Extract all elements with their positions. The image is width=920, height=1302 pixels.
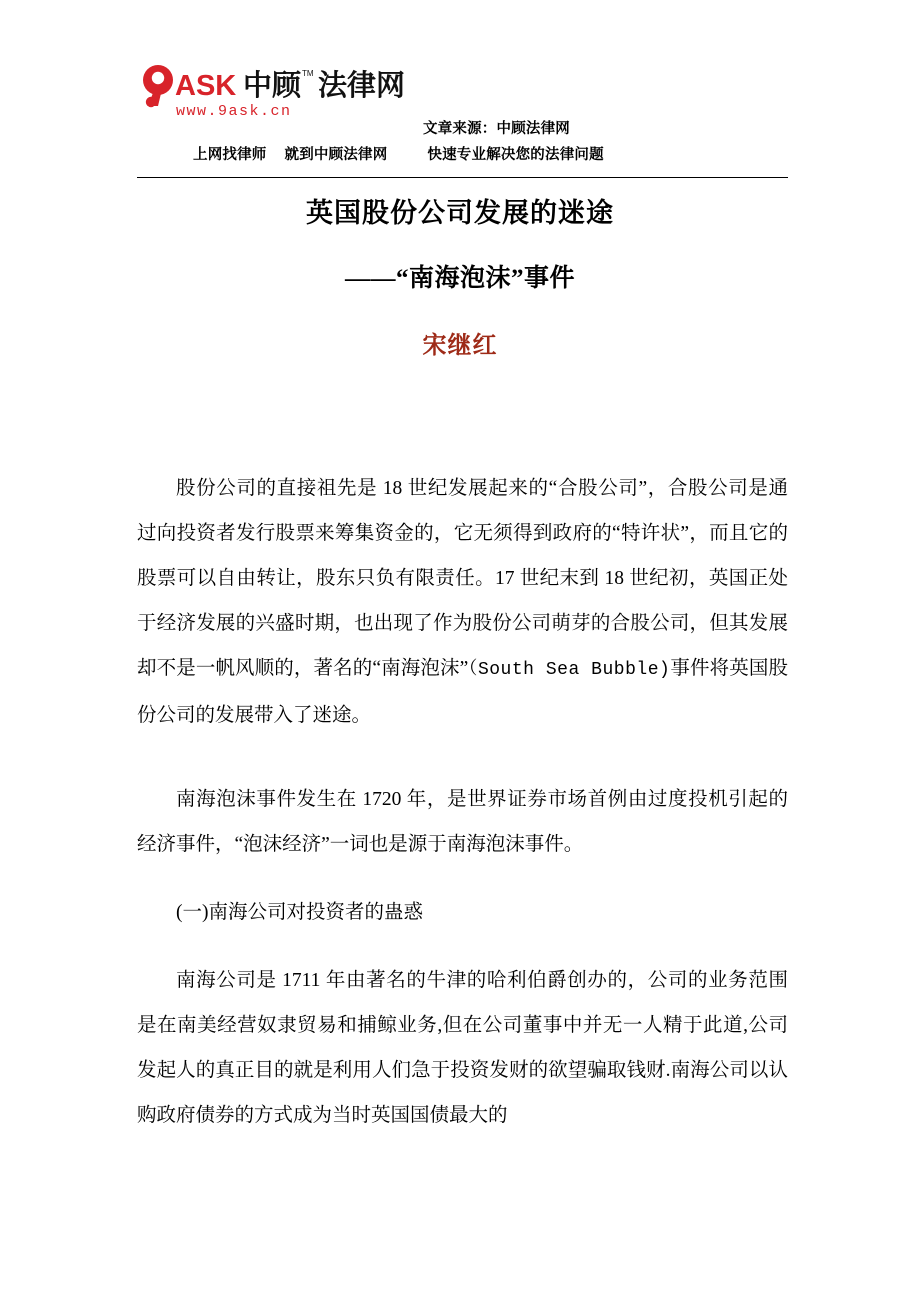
page-title: 英国股份公司发展的迷途 [306, 198, 614, 228]
paragraph-3: (一)南海公司对投资者的蛊惑 [176, 902, 423, 923]
site-logo [137, 63, 423, 120]
page-header [0, 0, 920, 178]
paragraph-1-latin: （South Sea Bubble) [468, 660, 671, 680]
promo-line [193, 143, 753, 164]
promo-part-1: 上网找律师 [193, 147, 267, 163]
paragraph-1-text: 股份公司的直接祖先是 18 世纪发展起来的“合股公司”，合股公司是通过向投资者发行股票来筹集资金的，它无须得到政府的“特许状”，而且它的股票可以自由转让，股东只负有限责任。17 世纪末到 18 世纪初，英国正处于经济发展的兴盛时期，也出现了作为股份公司萌芽的合股公司，但其发展却不是一帆风顺的，著名的“南海泡沫” [137, 478, 788, 679]
paragraph-block-1 [137, 466, 788, 738]
page-subtitle: ——“南海泡沫”事件 [344, 265, 575, 292]
author-name: 宋继红 [422, 333, 498, 359]
svg-text:www.9ask.cn: www.9ask.cn [176, 103, 292, 120]
paragraph-2: 南海泡沫事件发生在 1720 年，是世界证券市场首例由过度投机引起的经济事件，“泡沫经济”一词也是源于南海泡沫事件。 [137, 789, 788, 855]
paragraph-1-tail: 事件将英国股份公司的发展带入了迷途。 [137, 658, 788, 726]
svg-text:TM: TM [302, 69, 314, 78]
paragraph-4: 南海公司是 1711 年由著名的牛津的哈利伯爵创办的，公司的业务范围是在南美经营奴隶贸易和捕鲸业务,但在公司董事中并无一人精于此道,公司发起人的真正目的就是利用人们急于投资发财的欲望骗取钱财.南海公司以认购政府债券的方式成为当时英国国债最大的 [137, 970, 788, 1126]
paragraph-block-4 [137, 958, 788, 1138]
promo-part-3: 快速专业解决您的法律问题 [427, 147, 604, 163]
svg-text:ASK: ASK [175, 70, 237, 102]
paragraph-1 [137, 466, 788, 738]
paragraph-block-3 [137, 890, 788, 935]
paragraph-block-2 [137, 777, 788, 867]
source-line: 文章来源：中顾法律网 [423, 121, 570, 137]
promo-part-2: 就到中顾法律网 [284, 147, 388, 163]
svg-text:法律网: 法律网 [318, 70, 406, 102]
header-divider [137, 177, 788, 178]
svg-text:中顾: 中顾 [243, 70, 302, 102]
